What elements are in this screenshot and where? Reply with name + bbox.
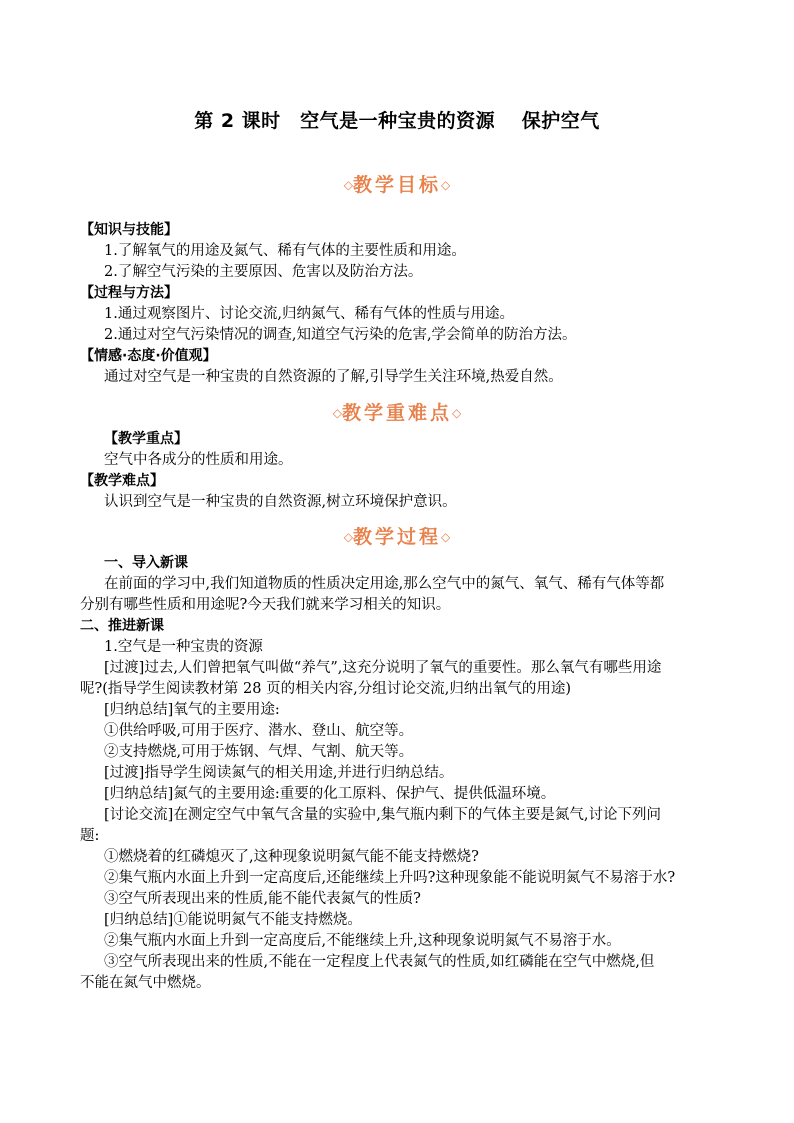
process-method-item-1: 1.通过观察图片、讨论交流,归纳氮气、稀有气体的性质与用途。 [104, 306, 514, 322]
section-heading-goals [0, 170, 794, 197]
process-line-7: [过渡]指导学生阅读氮气的相关用途,并进行归纳总结。 [104, 765, 454, 781]
process-line-12: ②集气瓶内水面上升到一定高度后,还能继续上升吗?这种现象能不能说明氮气不易溶于水? [104, 870, 676, 886]
process-line-3: 呢?(指导学生阅读教材第 28 页的相关内容,分组讨论交流,归纳出氧气的用途) [80, 681, 571, 697]
diamond-icon: ◇ [332, 406, 342, 420]
diamond-icon: ◇ [441, 178, 451, 192]
process-method-item-2: 2.通过对空气污染情况的调查,知道空气污染的危害,学会简单的防治方法。 [104, 327, 577, 343]
process-line-4: [归纳总结]氧气的主要用途: [104, 702, 280, 718]
process-line-1: 1.空气是一种宝贵的资源 [104, 639, 263, 655]
difficulty-heading: 【教学难点】 [80, 473, 164, 489]
section-heading-goals-text: 教学目标 [352, 174, 441, 196]
intro-heading: 一、导入新课 [104, 555, 188, 571]
process-line-10: 题: [80, 828, 100, 844]
knowledge-item-2: 2.了解空气污染的主要原因、危害以及防治方法。 [104, 264, 423, 280]
diamond-icon: ◇ [343, 530, 353, 544]
focus-heading: 【教学重点】 [104, 431, 188, 447]
lesson-title: 第 2 课时 空气是一种宝贵的资源 保护空气 [194, 110, 600, 132]
section-heading-process-text: 教学过程 [352, 526, 441, 548]
process-line-13: ③空气所表现出来的性质,能不能代表氮气的性质? [104, 891, 421, 907]
difficulty-item-1: 认识到空气是一种宝贵的自然资源,树立环境保护意识。 [104, 494, 457, 510]
process-line-8: [归纳总结]氮气的主要用途:重要的化工原料、保护气、提供低温环境。 [104, 786, 556, 802]
process-line-2: [过渡]过去,人们曾把氧气叫做“养气”,这充分说明了氧气的重要性。那么氧气有哪些用途 [104, 660, 662, 676]
process-line-14: [归纳总结]①能说明氮气不能支持燃烧。 [104, 912, 362, 928]
process-line-17: 不能在氮气中燃烧。 [80, 975, 211, 991]
knowledge-heading: 【知识与技能】 [80, 222, 178, 238]
emotion-item-1: 通过对空气是一种宝贵的自然资源的了解,引导学生关注环境,热爱自然。 [104, 369, 563, 385]
focus-item-1: 空气中各成分的性质和用途。 [104, 452, 293, 468]
process-line-11: ①燃烧着的红磷熄灭了,这种现象说明氮气能不能支持燃烧? [104, 849, 479, 865]
new-lesson-heading: 二、推进新课 [80, 618, 164, 634]
knowledge-item-1: 1.了解氧气的用途及氮气、稀有气体的主要性质和用途。 [104, 243, 466, 259]
process-line-16: ③空气所表现出来的性质,不能在一定程度上代表氮气的性质,如红磷能在空气中燃烧,但 [104, 954, 655, 970]
diamond-icon: ◇ [343, 178, 353, 192]
intro-line-1: 在前面的学习中,我们知道物质的性质决定用途,那么空气中的氮气、氧气、稀有气体等都 [104, 576, 665, 592]
diamond-icon: ◇ [441, 530, 451, 544]
section-heading-key-points [0, 398, 794, 425]
section-heading-process [0, 522, 794, 549]
process-line-15: ②集气瓶内水面上升到一定高度后,不能继续上升,这种现象说明氮气不易溶于水。 [104, 933, 621, 949]
section-heading-key-points-text: 教学重难点 [341, 402, 452, 424]
process-method-heading: 【过程与方法】 [80, 285, 178, 301]
process-line-6: ②支持燃烧,可用于炼钢、气焊、气割、航天等。 [104, 744, 414, 760]
emotion-heading: 【情感·态度·价值观】 [80, 348, 217, 364]
intro-line-2: 分别有哪些性质和用途呢?今天我们就来学习相关的知识。 [80, 597, 451, 613]
process-line-9: [讨论交流]在测定空气中氧气含量的实验中,集气瓶内剩下的气体主要是氮气,讨论下列问 [104, 807, 662, 823]
process-line-5: ①供给呼吸,可用于医疗、潜水、登山、航空等。 [104, 723, 414, 739]
diamond-icon: ◇ [452, 406, 462, 420]
